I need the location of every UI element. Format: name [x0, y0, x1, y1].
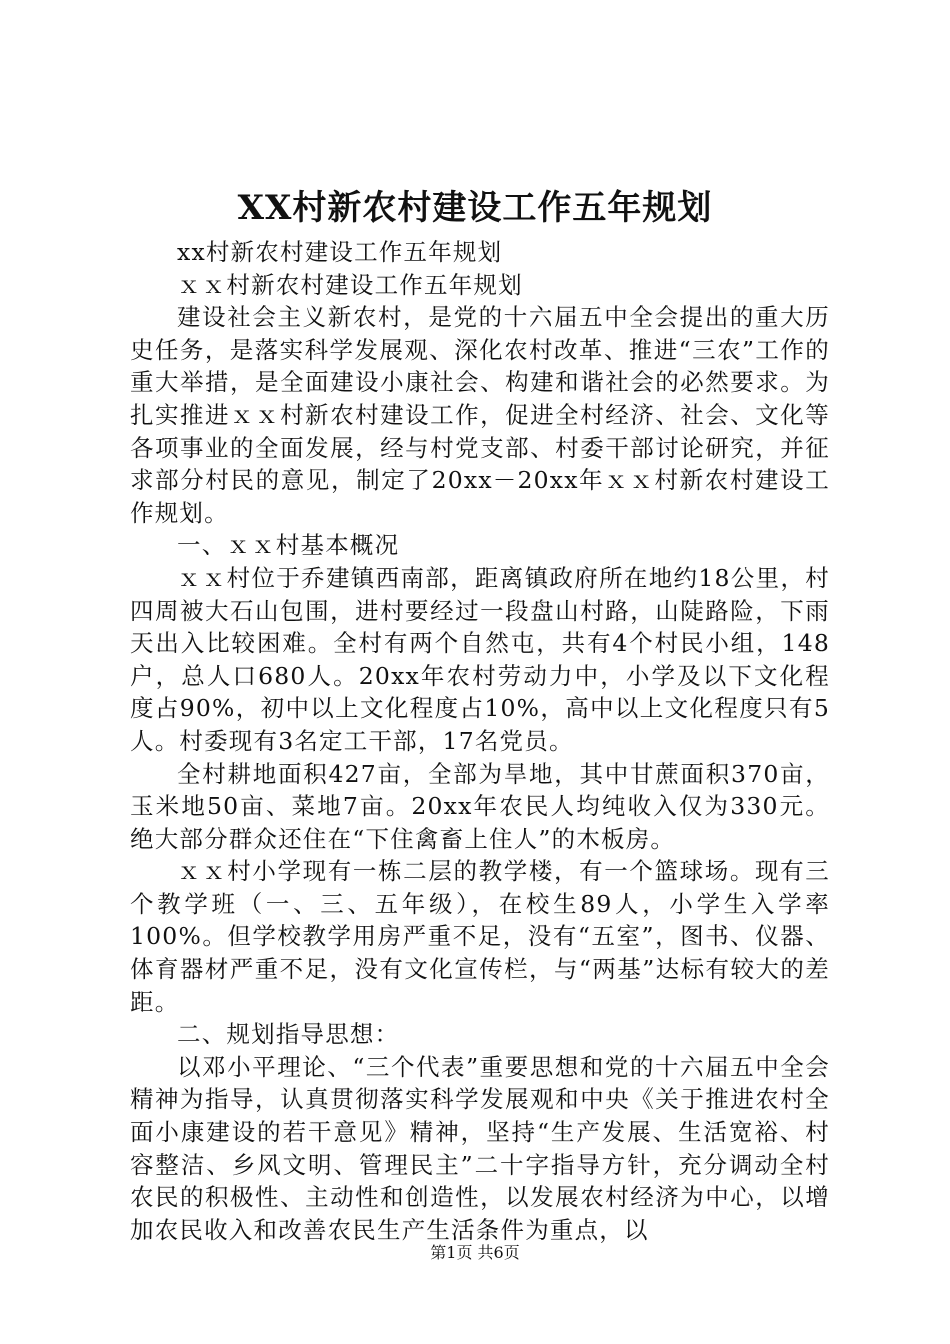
document-body — [130, 236, 830, 1246]
paragraph-location: ｘｘ村位于乔建镇西南部，距离镇政府所在地约18公里，村四周被大石山包围，进村要经过一段盘山村路，山陡路险，下雨天出入比较困难。全村有两个自然屯，共有4个村民小组，148户，总人口680人。20xx年农村劳动力中，小学及以下文化程度占90%，初中以上文化程度占10%，高中以上文化程度只有5人。村委现有3名定工干部，17名党员。 — [130, 563, 830, 755]
paragraph-subtitle-1: xx村新农村建设工作五年规划 — [177, 238, 503, 266]
paragraph-intro: 建设社会主义新农村，是党的十六届五中全会提出的重大历史任务，是落实科学发展观、深化农村改革、推进“三农”工作的重大举措，是全面建设小康社会、构建和谐社会的必然要求。为扎实推进ｘｘ村新农村建设工作，促进全村经济、社会、文化等各项事业的全面发展，经与村党支部、村委干部讨论研究，并征求部分村民的意见，制定了20xx－20xx年ｘｘ村新农村建设工作规划。 — [130, 303, 830, 527]
section-heading-guiding: 二、规划指导思想： — [177, 1020, 400, 1049]
paragraph-guiding-thought: 以邓小平理论、“三个代表”重要思想和党的十六届五中全会精神为指导，认真贯彻落实科学发展观和中央《关于推进农村全面小康建设的若干意见》精神，坚持“生产发展、生活宽裕、村容整洁、乡风文明、管理民主”二十字指导方针，充分调动全村农民的积极性、主动性和创造性，以发展农村经济为中心，以增加农民收入和改善农民生产生活条件为重点，以 — [130, 1052, 830, 1244]
paragraph-school: ｘｘ村小学现有一栋二层的教学楼，有一个篮球场。现有三个教学班（一、三、五年级），在校生89人，小学生入学率100%。但学校教学用房严重不足，没有“五室”，图书、仪器、体育器材严重不足，没有文化宣传栏，与“两基”达标有较大的差距。 — [130, 857, 830, 1016]
document-title: XX村新农村建设工作五年规划 — [237, 188, 713, 228]
paragraph-farmland: 全村耕地面积427亩，全部为旱地，其中甘蔗面积370亩，玉米地50亩、菜地7亩。20xx年农民人均纯收入仅为330元。绝大部分群众还住在“下住禽畜上住人”的木板房。 — [130, 759, 830, 853]
section-heading-overview: 一、ｘｘ村基本概况 — [177, 531, 400, 560]
page-footer: 第1页 共6页 — [430, 1243, 520, 1262]
paragraph-subtitle-2: ｘｘ村新农村建设工作五年规划 — [177, 270, 523, 299]
